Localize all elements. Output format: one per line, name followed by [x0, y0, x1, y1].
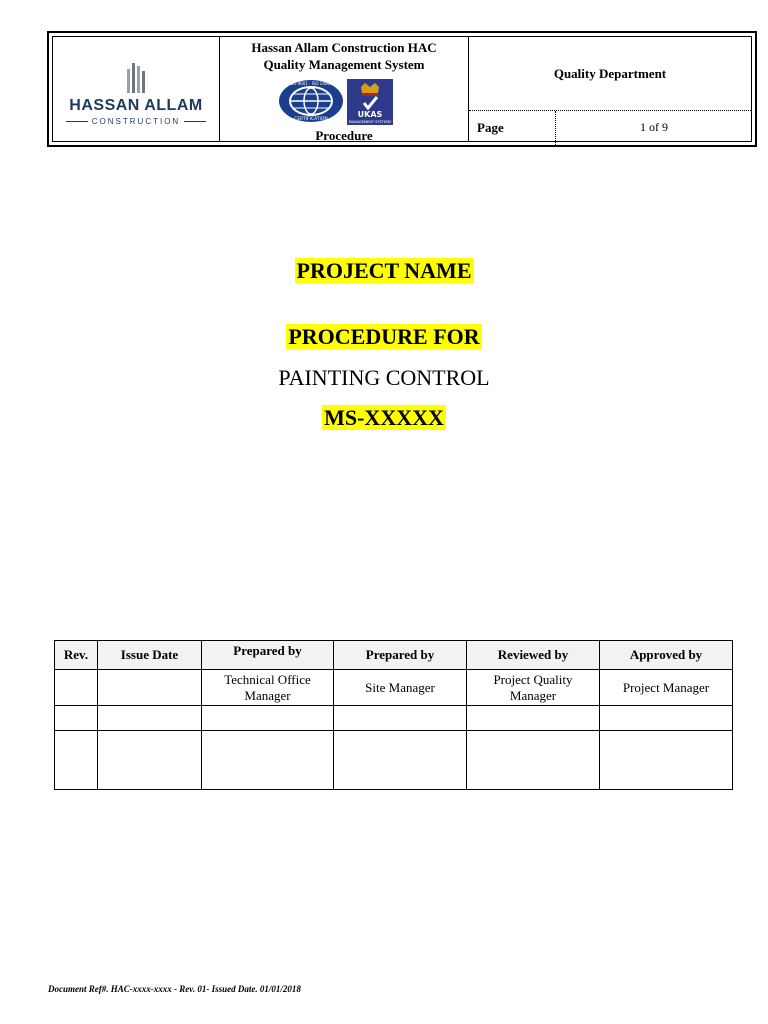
header-reviewed-by: Reviewed by — [467, 641, 600, 670]
table-cell — [98, 731, 202, 790]
title-line-1: Hassan Allam Construction HAC — [251, 40, 437, 55]
svg-text:MANAGEMENT SYSTEMS: MANAGEMENT SYSTEMS — [348, 120, 392, 124]
svg-text:ISO 9001 · ISO 14001: ISO 9001 · ISO 14001 — [289, 81, 333, 86]
header-rev: Rev. — [55, 641, 98, 670]
procedure-for: PROCEDURE FOR — [288, 324, 480, 349]
page-label: Page — [469, 111, 556, 145]
table-cell — [334, 731, 467, 790]
header-approved-by: Approved by — [600, 641, 733, 670]
table-row — [55, 706, 733, 731]
logo-name: HASSAN ALLAM — [69, 97, 203, 114]
department-cell — [469, 37, 751, 141]
document-code: MS-XXXXX — [324, 405, 444, 430]
procedure-label: Procedure — [315, 128, 373, 143]
document-reference-footer: Document Ref#. HAC-xxxx-xxxx - Rev. 01- Issued Date. 01/01/2018 — [48, 984, 301, 994]
table-cell — [55, 731, 98, 790]
ukas-badge-icon — [347, 79, 393, 125]
table-cell: Project Manager — [600, 670, 733, 706]
revision-table — [54, 640, 733, 790]
logo-cell — [53, 37, 220, 141]
table-header-row — [55, 641, 733, 670]
project-name: PROJECT NAME — [296, 258, 472, 283]
table-cell — [600, 731, 733, 790]
procedure-for-line — [0, 324, 768, 350]
table-cell: Technical Office Manager — [202, 670, 334, 706]
header-frame — [52, 36, 752, 142]
table-cell — [55, 706, 98, 731]
table-cell — [202, 731, 334, 790]
table-cell: Site Manager — [334, 670, 467, 706]
project-name-line — [0, 258, 768, 284]
system-title-cell — [220, 37, 469, 141]
document-header — [47, 31, 757, 147]
table-cell — [98, 670, 202, 706]
header-prepared-by-1: Prepared by — [202, 641, 334, 670]
table-cell: Project Quality Manager — [467, 670, 600, 706]
doc-code-line — [0, 405, 768, 431]
company-logo-icon — [125, 63, 147, 93]
table-cell — [467, 731, 600, 790]
table-cell — [98, 706, 202, 731]
svg-text:UKAS: UKAS — [357, 110, 383, 119]
table-cell — [202, 706, 334, 731]
table-cell — [334, 706, 467, 731]
header-issue-date: Issue Date — [98, 641, 202, 670]
page-number: 1 of 9 — [640, 120, 668, 134]
svg-text:CERTIFICATION: CERTIFICATION — [294, 117, 328, 122]
logo-subtitle: CONSTRUCTION — [53, 117, 219, 126]
header-prepared-by-2: Prepared by — [334, 641, 467, 670]
subject-line — [0, 365, 768, 391]
table-cell — [600, 706, 733, 731]
table-row — [55, 670, 733, 706]
title-line-2: Quality Management System — [263, 57, 425, 72]
department-name: Quality Department — [469, 37, 751, 111]
procedure-subject: PAINTING CONTROL — [278, 365, 490, 390]
table-cell — [467, 706, 600, 731]
system-title — [220, 39, 468, 73]
iso-certification-badge-icon — [278, 79, 344, 123]
table-row — [55, 731, 733, 790]
table-cell — [55, 670, 98, 706]
